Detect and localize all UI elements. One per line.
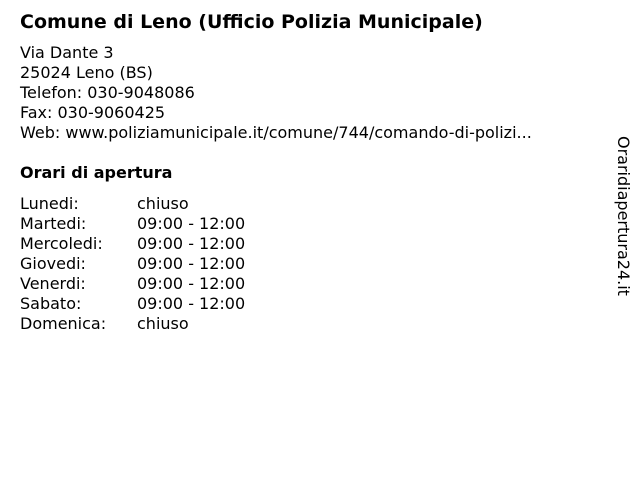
time-value: 09:00 - 12:00 xyxy=(137,274,246,293)
time-value: chiuso xyxy=(137,314,189,333)
day-label: Lunedi: xyxy=(20,194,79,213)
time-value: 09:00 - 12:00 xyxy=(137,214,246,233)
fax-number: Fax: 030-9060425 xyxy=(20,103,166,122)
day-label: Venerdi: xyxy=(20,274,86,293)
hours-row-sunday xyxy=(20,314,245,334)
time-value: chiuso xyxy=(137,194,189,213)
address-street: Via Dante 3 xyxy=(20,43,114,62)
day-label: Martedi: xyxy=(20,214,87,233)
time-value: 09:00 - 12:00 xyxy=(137,294,246,313)
day-label: Giovedi: xyxy=(20,254,86,273)
opening-hours-heading: Orari di apertura xyxy=(20,163,173,182)
contact-info xyxy=(20,43,532,143)
hours-row-monday xyxy=(20,194,245,214)
page-title: Comune di Leno (Ufficio Polizia Municipale) xyxy=(20,11,483,33)
time-value: 09:00 - 12:00 xyxy=(137,254,246,273)
hours-row-tuesday xyxy=(20,214,245,234)
day-label: Sabato: xyxy=(20,294,82,313)
hours-row-thursday xyxy=(20,254,245,274)
site-watermark: Oraridiapertura24.it xyxy=(614,136,633,296)
opening-hours-table xyxy=(20,194,245,334)
phone-number: Telefon: 030-9048086 xyxy=(20,83,195,102)
day-label: Domenica: xyxy=(20,314,107,333)
hours-row-saturday xyxy=(20,294,245,314)
time-value: 09:00 - 12:00 xyxy=(137,234,246,253)
hours-row-wednesday xyxy=(20,234,245,254)
website-link: Web: www.poliziamunicipale.it/comune/744/comando-di-polizi... xyxy=(20,123,532,142)
address-city: 25024 Leno (BS) xyxy=(20,63,153,82)
day-label: Mercoledi: xyxy=(20,234,103,253)
hours-row-friday xyxy=(20,274,245,294)
